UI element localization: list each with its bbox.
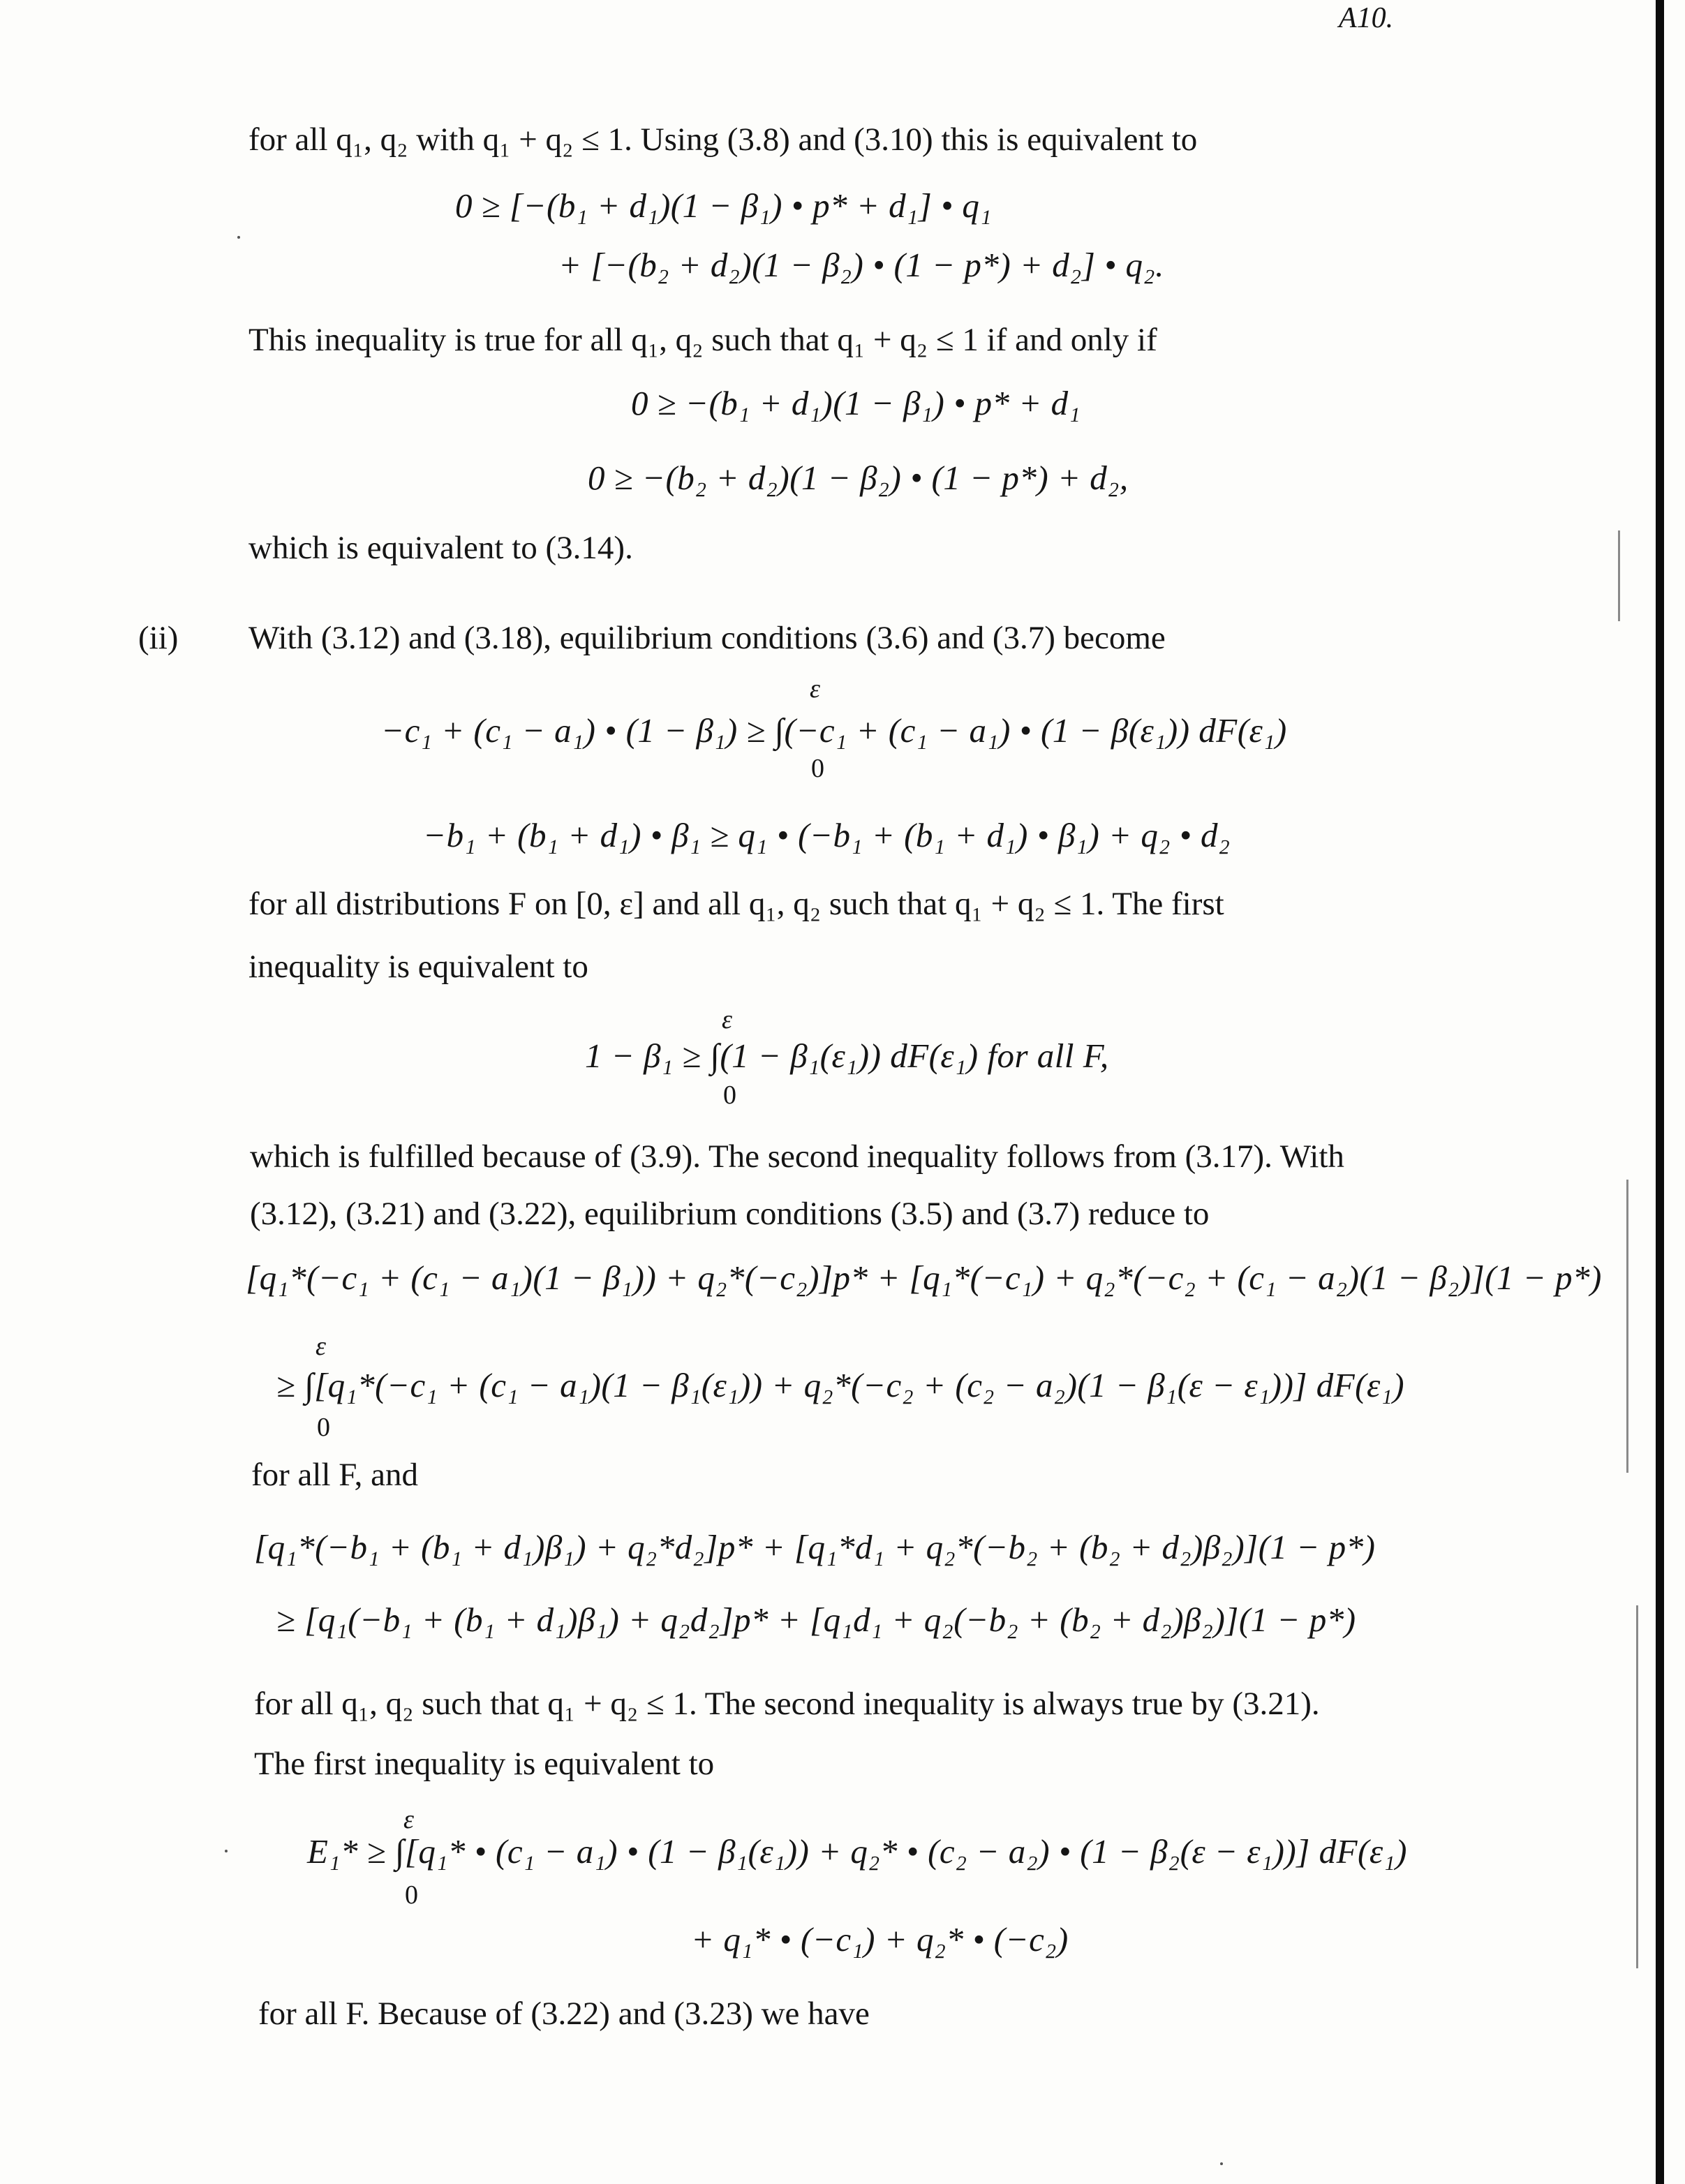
text-line: The first inequality is equivalent to: [254, 1746, 715, 1782]
equation-line: E₁* ≥ ∫[q₁* • (c₁ − a₁) • (1 − β₁(ε₁)) + q₂* • (c₂ − a₂) • (1 − β₂(ε − ε₁))] dF(ε₁): [307, 1832, 1407, 1871]
text-line: for all F. Because of (3.22) and (3.23) we have: [258, 1996, 870, 2032]
equation-line: ≥ [q₁(−b₁ + (b₁ + d₁)β₁) + q₂d₂]p* + [q₁d₁ + q₂(−b₂ + (b₂ + d₂)β₂)](1 − p*): [276, 1600, 1356, 1639]
item-label: (ii): [138, 620, 179, 656]
equation-line: 1 − β₁ ≥ ∫(1 − β₁(ε₁)) dF(ε₁) for all F,: [585, 1037, 1109, 1075]
integral-upper-limit: ε: [810, 674, 820, 704]
equation-line: [q₁*(−b₁ + (b₁ + d₁)β₁) + q₂*d₂]p* + [q₁*d₁ + q₂*(−b₂ + (b₂ + d₂)β₂)](1 − p*): [254, 1528, 1376, 1566]
integral-upper-limit: ε: [403, 1805, 414, 1834]
text-line: for all q₁, q₂ such that q₁ + q₂ ≤ 1. The second inequality is always true by (3.21).: [254, 1686, 1320, 1722]
scan-edge-bar: [1656, 0, 1664, 2184]
equation-line: 0 ≥ −(b₂ + d₂)(1 − β₂) • (1 − p*) + d₂,: [588, 459, 1129, 497]
equation-line: ≥ ∫[q₁*(−c₁ + (c₁ − a₁)(1 − β₁(ε₁)) + q₂*(−c₂ + (c₂ − a₂)(1 − β₁(ε − ε₁))] dF(ε₁): [276, 1366, 1405, 1404]
equation-line: + [−(b₂ + d₂)(1 − β₂) • (1 − p*) + d₂] • q₂.: [558, 246, 1164, 284]
integral-upper-limit: ε: [722, 1005, 732, 1034]
text-line: This inequality is true for all q₁, q₂ such that q₁ + q₂ ≤ 1 if and only if: [248, 322, 1157, 358]
equation-line: + q₁* • (−c₁) + q₂* • (−c₂): [691, 1920, 1069, 1959]
text-line: for all F, and: [251, 1457, 419, 1493]
text-line: for all distributions F on [0, ε] and all q₁, q₂ such that q₁ + q₂ ≤ 1. The first: [248, 886, 1224, 922]
text-line: which is equivalent to (3.14).: [248, 530, 633, 566]
equation-line: −c₁ + (c₁ − a₁) • (1 − β₁) ≥ ∫(−c₁ + (c₁ − a₁) • (1 − β(ε₁)) dF(ε₁): [381, 711, 1287, 750]
text-line: for all q₁, q₂ with q₁ + q₂ ≤ 1. Using (3.8) and (3.10) this is equivalent to: [248, 121, 1198, 158]
scan-edge-mark: [1618, 530, 1620, 621]
equation-line: 0 ≥ [−(b₁ + d₁)(1 − β₁) • p* + d₁] • q₁: [455, 186, 992, 225]
scan-edge-mark: [1636, 1605, 1638, 1968]
text-line: which is fulfilled because of (3.9). The second inequality follows from (3.17). With: [250, 1138, 1344, 1175]
scan-speck: [225, 1850, 228, 1852]
integral-lower-limit: 0: [811, 754, 824, 783]
scan-speck: [237, 236, 240, 239]
scan-edge-mark: [1626, 1180, 1628, 1473]
scan-speck: [1220, 2162, 1223, 2165]
text-line: With (3.12) and (3.18), equilibrium conditions (3.6) and (3.7) become: [248, 620, 1166, 656]
integral-lower-limit: 0: [723, 1080, 736, 1110]
integral-lower-limit: 0: [317, 1413, 330, 1442]
equation-line: −b₁ + (b₁ + d₁) • β₁ ≥ q₁ • (−b₁ + (b₁ + d₁) • β₁) + q₂ • d₂: [423, 816, 1231, 854]
page-number: A10.: [1339, 2, 1394, 34]
equation-line: 0 ≥ −(b₁ + d₁)(1 − β₁) • p* + d₁: [631, 384, 1081, 422]
equation-line: [q₁*(−c₁ + (c₁ − a₁)(1 − β₁)) + q₂*(−c₂)]p* + [q₁*(−c₁) + q₂*(−c₂ + (c₁ − a₂)(1 − β₂)](1 − p*): [246, 1258, 1602, 1297]
text-line: inequality is equivalent to: [248, 949, 588, 985]
text-line: (3.12), (3.21) and (3.22), equilibrium conditions (3.5) and (3.7) reduce to: [250, 1196, 1210, 1232]
integral-upper-limit: ε: [316, 1332, 326, 1361]
integral-lower-limit: 0: [405, 1880, 418, 1910]
